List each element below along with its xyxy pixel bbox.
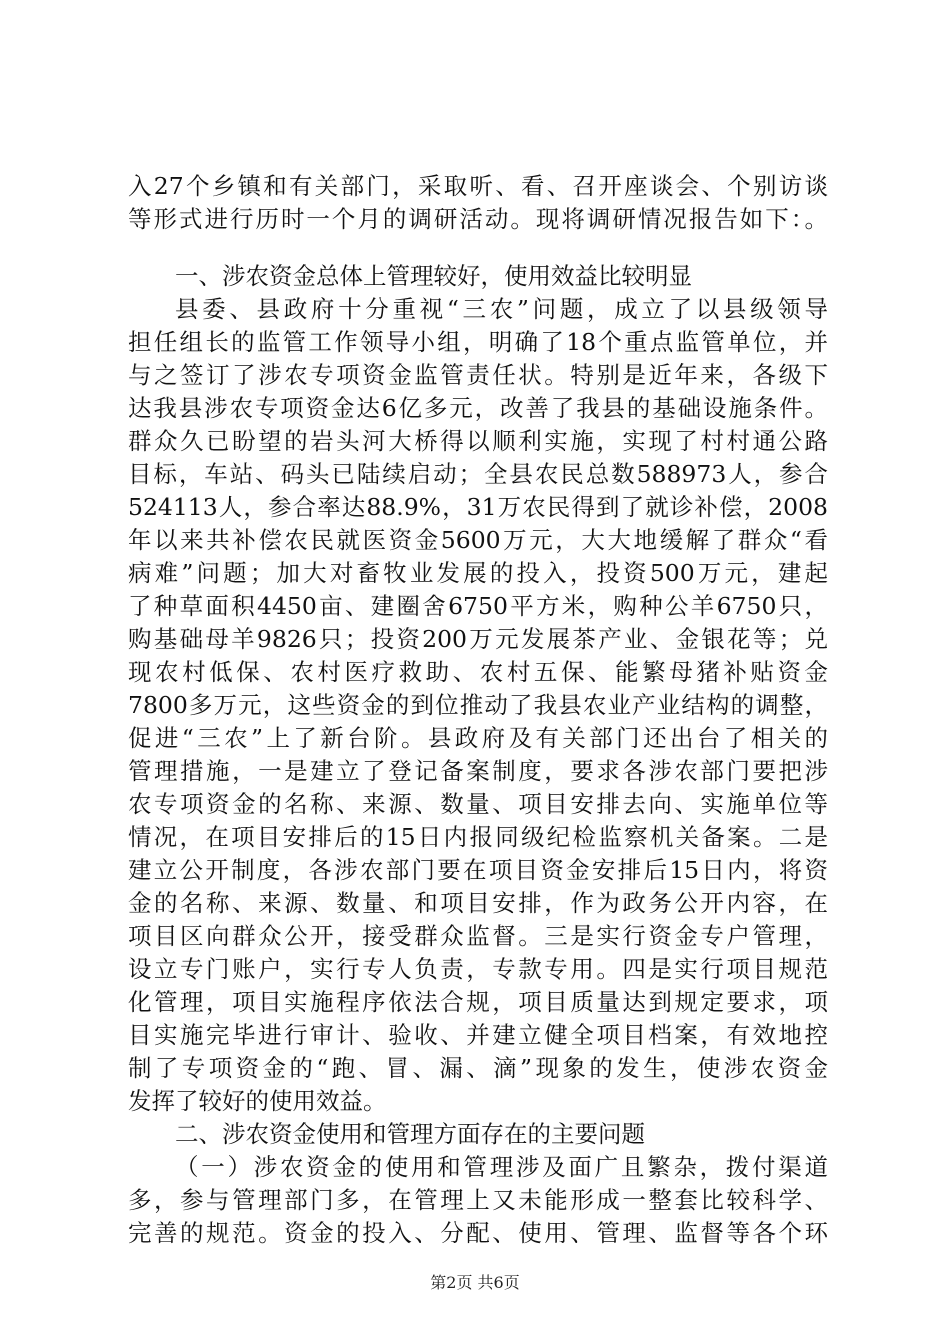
section2-line: 多，参与管理部门多，在管理上又未能形成一整套比较科学、	[128, 1186, 828, 1214]
section1-line: 管理措施，一是建立了登记备案制度，要求各涉农部门要把涉	[128, 757, 828, 785]
intro-line: 入27个乡镇和有关部门，采取听、看、召开座谈会、个别访谈	[128, 172, 828, 200]
section1-line: 担任组长的监管工作领导小组，明确了18个重点监管单位，并	[128, 328, 828, 356]
section1-line: 与之签订了涉农专项资金监管责任状。特别是近年来，各级下	[128, 361, 828, 389]
section1-line: 发挥了较好的使用效益。	[128, 1087, 387, 1115]
section1-line: 促进“三农”上了新台阶。县政府及有关部门还出台了相关的	[128, 724, 828, 752]
section1-line: 现农村低保、农村医疗救助、农村五保、能繁母猪补贴资金	[128, 658, 828, 686]
section1-line: 建立公开制度，各涉农部门要在项目资金安排后15日内，将资	[128, 856, 828, 884]
section1-line: 情况，在项目安排后的15日内报同级纪检监察机关备案。二是	[128, 823, 828, 851]
section1-line: 制了专项资金的“跑、冒、漏、滴”现象的发生，使涉农资金	[128, 1054, 828, 1082]
section1-line: 目实施完毕进行审计、验收、并建立健全项目档案，有效地控	[128, 1021, 828, 1049]
section2-line: （一）涉农资金的使用和管理涉及面广且繁杂，拨付渠道	[175, 1153, 828, 1181]
section1-line: 县委、县政府十分重视“三农”问题，成立了以县级领导	[175, 295, 828, 323]
document-body	[128, 170, 828, 1250]
section2-line: 完善的规范。资金的投入、分配、使用、管理、监督等各个环	[128, 1219, 828, 1247]
section1-line: 项目区向群众公开，接受群众监督。三是实行资金专户管理，	[128, 922, 828, 950]
section1-line: 化管理，项目实施程序依法合规，项目质量达到规定要求，项	[128, 988, 828, 1016]
section1-line: 了种草面积4450亩、建圈舍6750平方米，购种公羊6750只，	[128, 592, 828, 620]
section1-line: 524113人，参合率达88.9%，31万农民得到了就诊补偿，2008	[128, 493, 828, 521]
section1-line: 购基础母羊9826只；投资200万元发展茶产业、金银花等；兑	[128, 625, 828, 653]
section1-line: 目标，车站、码头已陆续启动；全县农民总数588973人，参合	[128, 460, 828, 488]
section1-line: 7800多万元，这些资金的到位推动了我县农业产业结构的调整，	[128, 691, 828, 719]
section1-line: 金的名称、来源、数量、和项目安排，作为政务公开内容，在	[128, 889, 828, 917]
section1-line: 病难”问题；加大对畜牧业发展的投入，投资500万元，建起	[128, 559, 828, 587]
section1-line: 群众久已盼望的岩头河大桥得以顺利实施，实现了村村通公路	[128, 427, 828, 455]
section1-heading: 一、涉农资金总体上管理较好，使用效益比较明显	[175, 262, 692, 290]
section1-line: 达我县涉农专项资金达6亿多元，改善了我县的基础设施条件。	[128, 394, 828, 422]
page-number-footer: 第2页 共6页	[430, 1273, 520, 1292]
paragraph-gap	[128, 236, 828, 260]
intro-line: 等形式进行历时一个月的调研活动。现将调研情况报告如下：。	[128, 205, 828, 233]
section1-line: 设立专门账户，实行专人负责，专款专用。四是实行项目规范	[128, 955, 828, 983]
section1-line: 年以来共补偿农民就医资金5600万元，大大地缓解了群众“看	[128, 526, 828, 554]
section1-line: 农专项资金的名称、来源、数量、项目安排去向、实施单位等	[128, 790, 828, 818]
section2-heading: 二、涉农资金使用和管理方面存在的主要问题	[175, 1120, 645, 1148]
